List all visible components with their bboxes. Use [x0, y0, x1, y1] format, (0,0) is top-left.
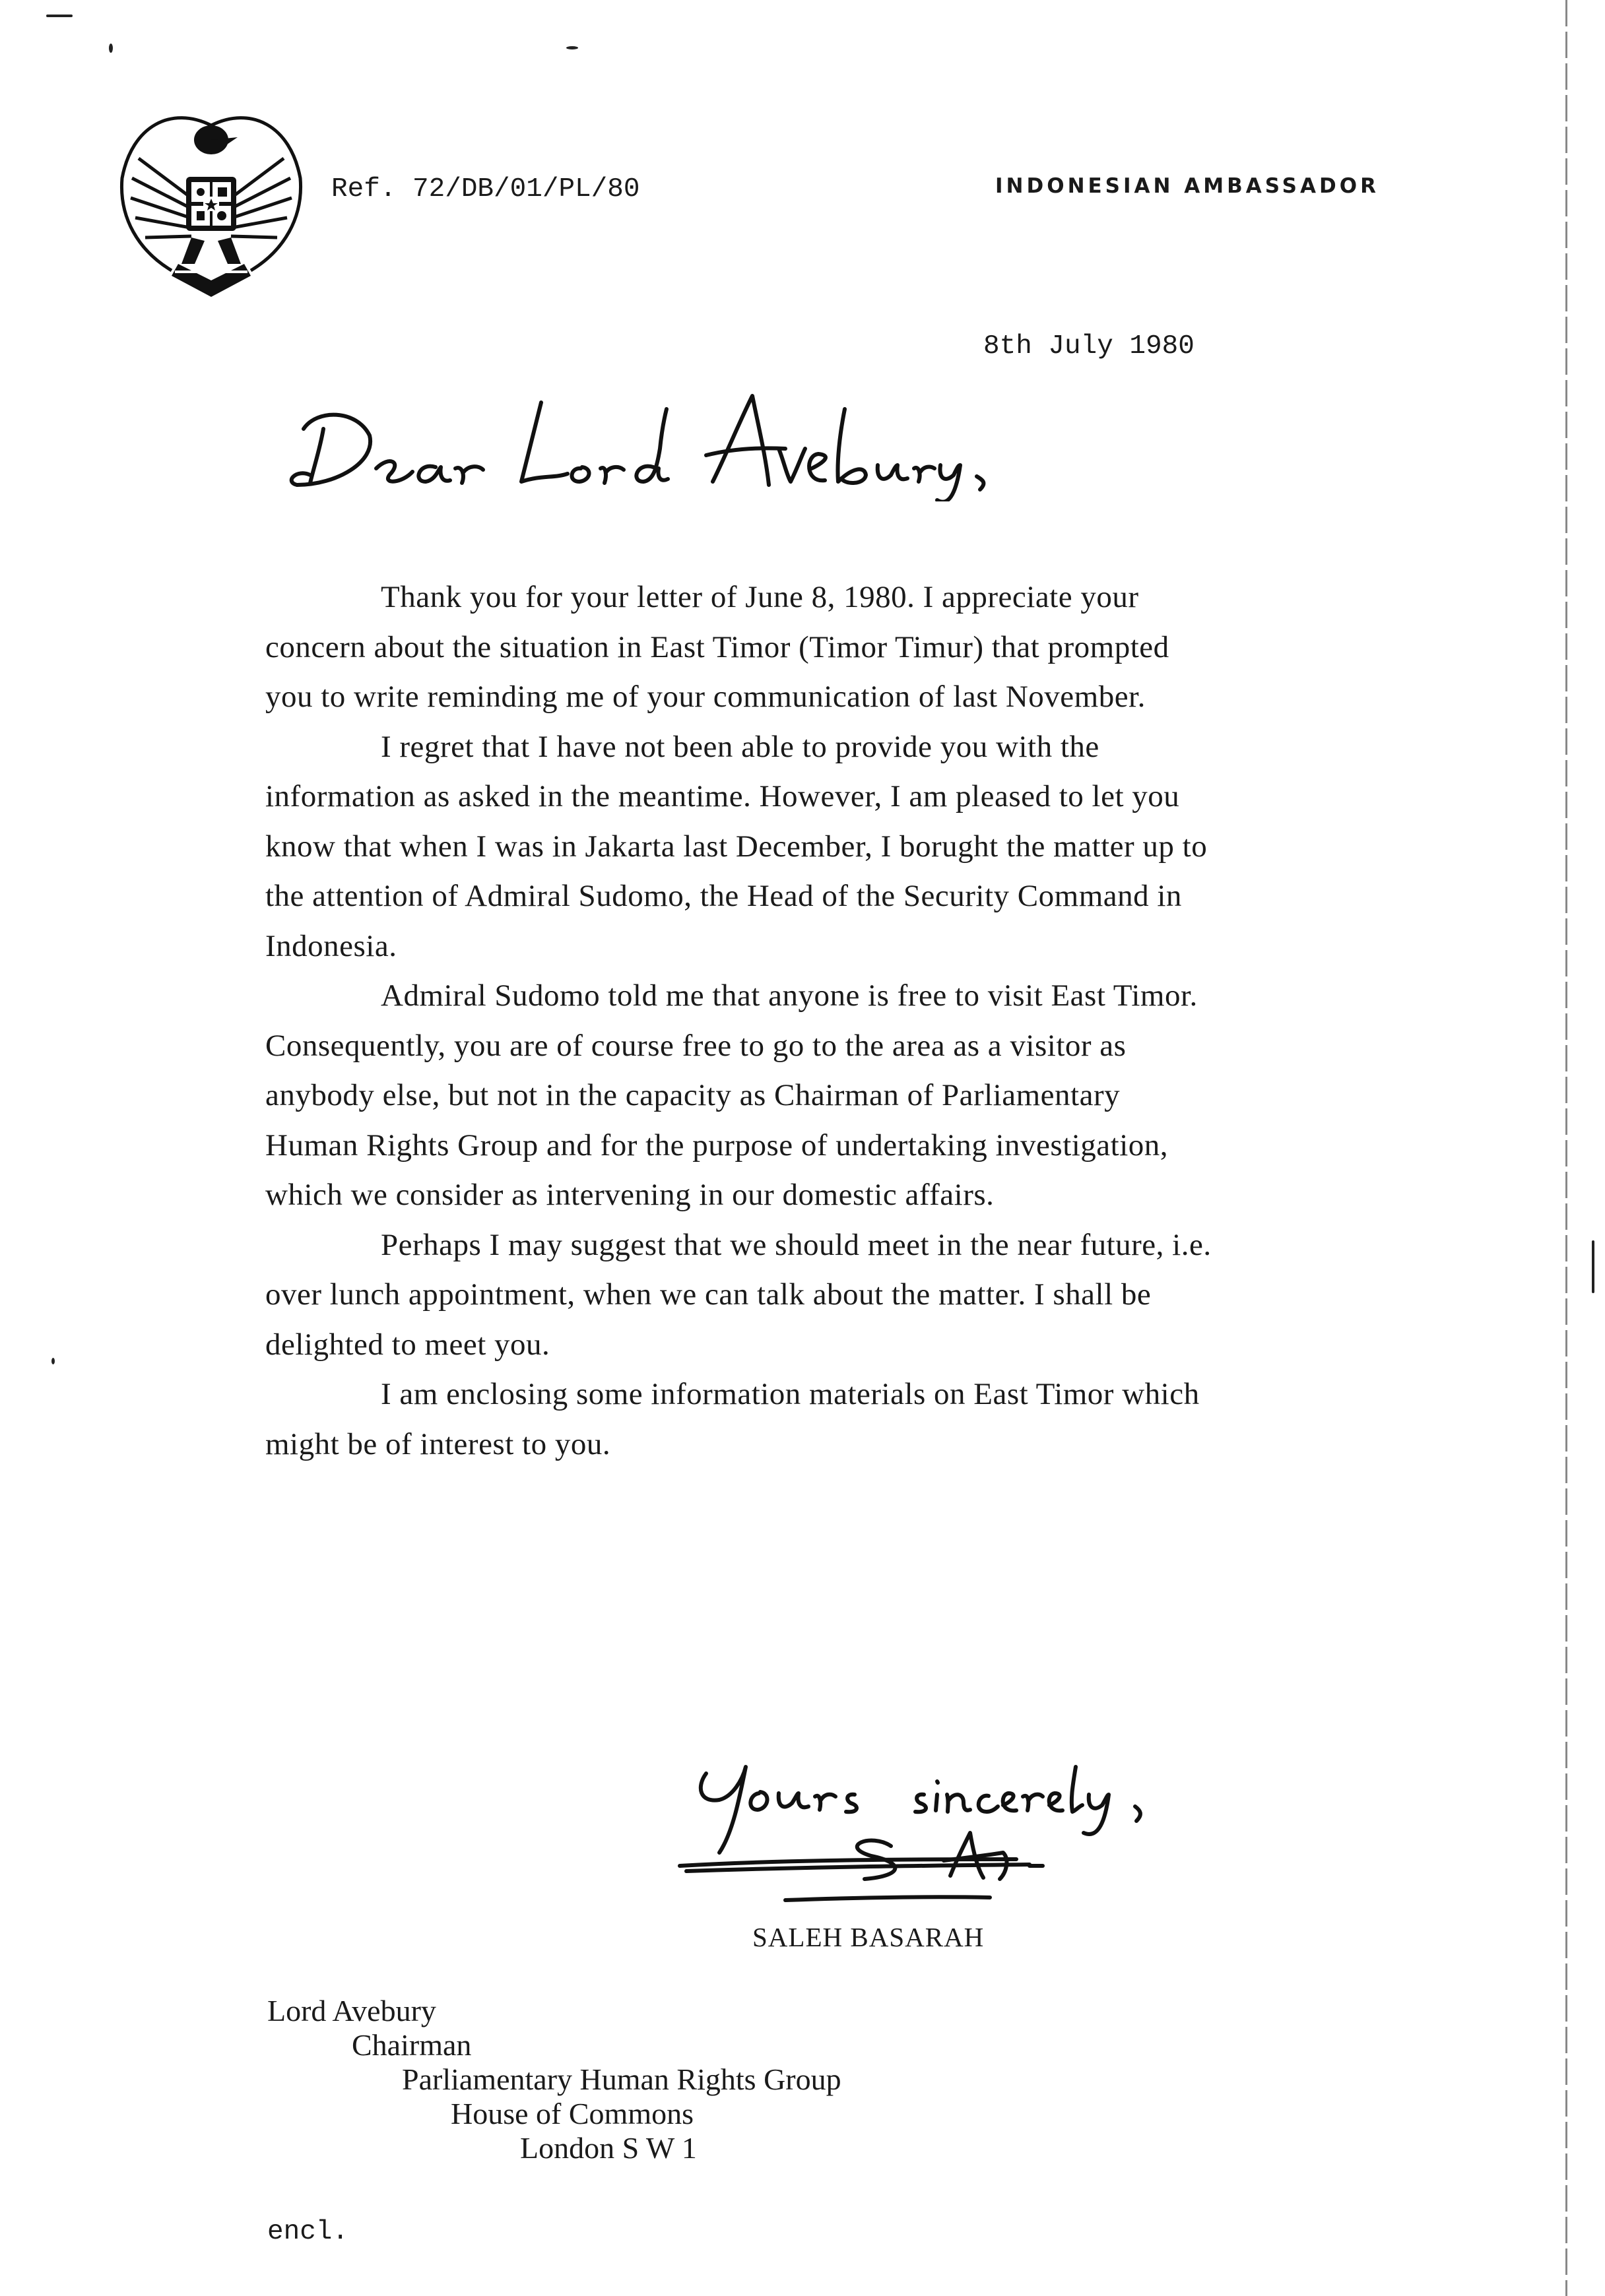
garuda-emblem-icon	[112, 99, 310, 303]
enclosure-note: encl.	[267, 2217, 349, 2247]
scan-edge-line	[1565, 0, 1567, 2296]
body-paragraph: I am enclosing some information materials on East Timor which might be of interest to you.	[265, 1377, 1200, 1461]
letter-date: 8th July 1980	[983, 331, 1195, 362]
reference-number: Ref. 72/DB/01/PL/80	[331, 174, 640, 205]
salutation-handwriting	[277, 369, 1003, 501]
recipient-title: Chairman	[352, 2028, 472, 2062]
closing-signature	[673, 1747, 1221, 1925]
recipient-organisation: Parliamentary Human Rights Group	[402, 2062, 841, 2096]
sender-title: INDONESIAN AMBASSADOR	[995, 174, 1379, 198]
scan-speck	[51, 1358, 55, 1364]
scan-speck	[1592, 1240, 1594, 1293]
body-paragraph: Admiral Sudomo told me that anyone is free to visit East Timor. Consequently, you are of course free to go to the area as a visitor as anybody else, but not in the capacity as Chairman of Parliamentary Human Rights Group and for the purpose of undertaking investigation, which we consider as intervening in our domestic affairs.	[265, 978, 1198, 1212]
scan-speck	[566, 46, 578, 49]
signatory-name: SALEH BASARAH	[752, 1922, 985, 1952]
salutation	[277, 369, 1003, 501]
scan-speck	[46, 15, 73, 17]
body-paragraph: Perhaps I may suggest that we should meet in the near future, i.e. over lunch appointment, when we can talk about the matter. I shall be delighted to meet you.	[265, 1227, 1212, 1362]
signature-handwriting	[673, 1747, 1221, 1925]
recipient-address	[267, 1994, 841, 2165]
letter-body	[265, 573, 1216, 1469]
recipient-building: House of Commons	[451, 2097, 694, 2130]
body-paragraph: I regret that I have not been able to provide you with the information as asked in the meantime. However, I am pleased to let you know that when I was in Jakarta last December, I borught the matter up to the attention of Admiral Sudomo, the Head of the Security Command in Indonesia.	[265, 729, 1208, 963]
recipient-city: London S W 1	[520, 2131, 697, 2165]
body-paragraph: Thank you for your letter of June 8, 1980. I appreciate your concern about the situation in East Timor (Timor Timur) that prompted you to write reminding me of your communication of last November.	[265, 580, 1169, 714]
recipient-name: Lord Avebury	[267, 1994, 436, 2027]
scan-speck	[109, 44, 113, 53]
